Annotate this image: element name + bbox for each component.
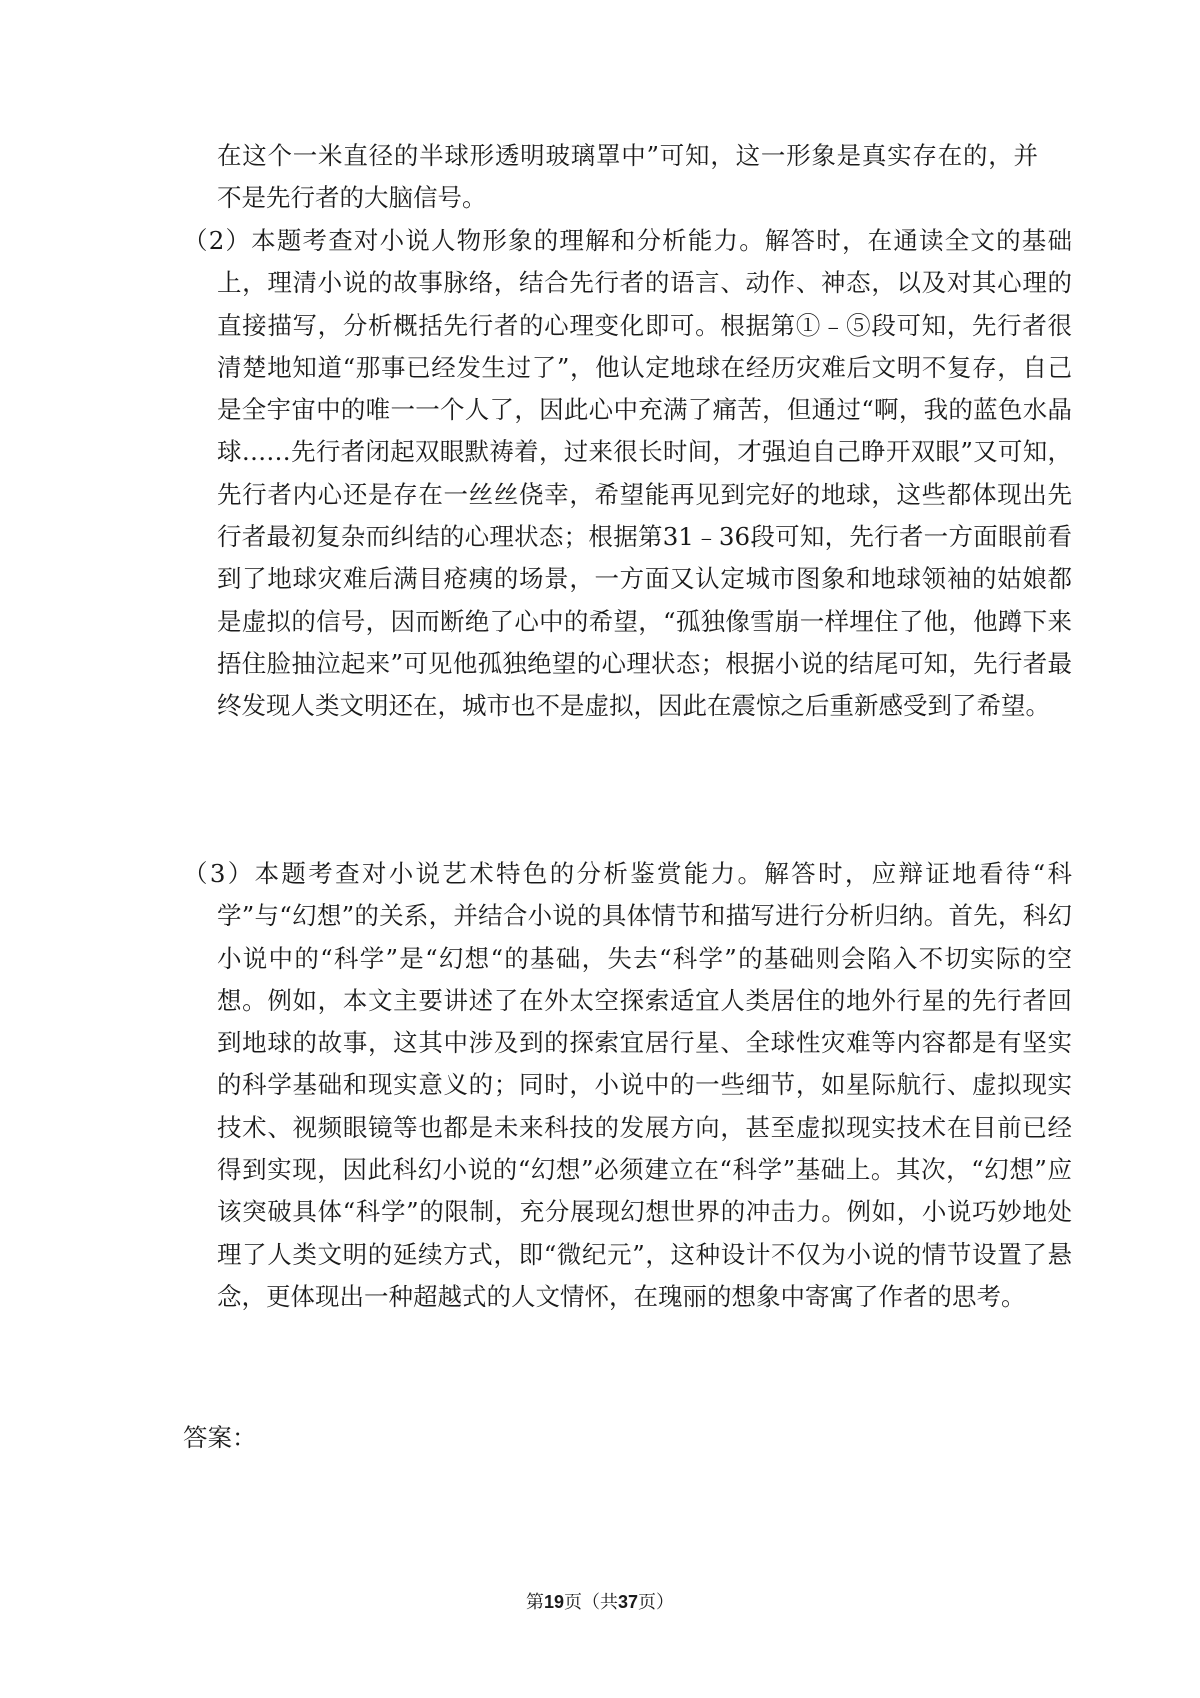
total-pages-number: 37: [618, 1592, 639, 1612]
paragraph-item-2: （2）本题考查对小说人物形象的理解和分析能力。解答时，在通读全文的基础上，理清小说的故事脉络，结合先行者的语言、动作、神态，以及对其心理的直接描写，分析概括先行者的心理变化即可。根据第①﹣⑤段可知，先行者很清楚地知道“那事已经发生过了”，他认定地球在经历灾难后文明不复存，自己是全宇宙中的唯一一个人了，因此心中充满了痛苦，但通过“啊，我的蓝色水晶球……先行者闭起双眼默祷着，过来很长时间，才强迫自己睁开双眼”又可知，先行者内心还是存在一丝丝侥幸，希望能再见到完好的地球，这些都体现出先行者最初复杂而纠结的心理状态；根据第31﹣36段可知，先行者一方面眼前看到了地球灾难后满目疮痍的场景，一方面又认定城市图象和地球领袖的姑娘都是虚拟的信号，因而断绝了心中的希望，“孤独像雪崩一样埋住了他，他蹲下来捂住脸抽泣起来”可见他孤独绝望的心理状态；根据小说的结尾可知，先行者最终发现人类文明还在，城市也不是虚拟，因此在震惊之后重新感受到了希望。: [183, 226, 1072, 721]
page-footer: [0, 1589, 1200, 1616]
paragraph-continuation: 在这个一米直径的半球形透明玻璃罩中”可知，这一形象是真实存在的，并不是先行者的大脑信号。: [217, 141, 1038, 213]
footer-middle: 页（共: [564, 1592, 618, 1613]
footer-prefix: 第: [525, 1592, 544, 1613]
answer-label: 答案：: [183, 1423, 257, 1452]
current-page-number: 19: [543, 1592, 564, 1612]
paragraph-item-3: （3）本题考查对小说艺术特色的分析鉴赏能力。解答时，应辩证地看待“科学”与“幻想”的关系，并结合小说的具体情节和描写进行分析归纳。首先，科幻小说中的“科学”是“幻想“的基础，失去“科学”的基础则会陷入不切实际的空想。例如，本文主要讲述了在外太空探索适宜人类居住的地外行星的先行者回到地球的故事，这其中涉及到的探索宜居行星、全球性灾难等内容都是有坚实的科学基础和现实意义的；同时，小说中的一些细节，如星际航行、虚拟现实技术、视频眼镜等也都是未来科技的发展方向，甚至虚拟现实技术在目前已经得到实现，因此科幻小说的“幻想”必须建立在“科学”基础上。其次，“幻想”应该突破具体“科学”的限制，充分展现幻想世界的冲击力。例如，小说巧妙地处理了人类文明的延续方式，即“微纪元”，这种设计不仅为小说的情节设置了悬念，更体现出一种超越式的人文情怀，在瑰丽的想象中寄寓了作者的思考。: [183, 859, 1072, 1311]
footer-suffix: 页）: [638, 1592, 675, 1613]
